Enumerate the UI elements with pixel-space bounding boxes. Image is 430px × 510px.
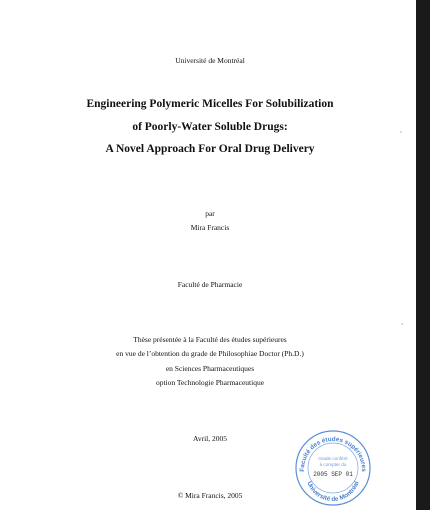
- university-name: Université de Montréal: [175, 56, 245, 65]
- stamp-seal-icon: [293, 428, 373, 508]
- thesis-line-1: Thèse présentée à la Faculté des études supérieures: [133, 335, 287, 344]
- university-stamp: [293, 428, 373, 508]
- thesis-line-2: en vue de l’obtention du grade de Philosophiae Doctor (Ph.D.): [116, 349, 304, 358]
- title-line-3: A Novel Approach For Oral Drug Delivery: [105, 143, 315, 155]
- title-line-2: of Poorly-Water Soluble Drugs:: [132, 121, 288, 133]
- by-label: par: [205, 209, 215, 218]
- stamp-date: 2005 SEP 01: [313, 471, 353, 478]
- submission-date: Avril, 2005: [192, 434, 228, 443]
- title-line-1: Engineering Polymeric Micelles For Solubilization: [86, 98, 334, 110]
- stamp-outer-top: Faculté des études supérieures: [298, 435, 368, 472]
- thesis-line-3: en Sciences Pharmaceutiques: [165, 364, 255, 373]
- copyright-notice: © Mira Francis, 2005: [177, 491, 243, 500]
- scan-speck: [401, 323, 403, 325]
- thesis-line-4: option Technologie Pharmaceutique: [155, 378, 265, 387]
- scan-speck: [400, 131, 402, 133]
- stamp-inner-line-1: Grade conféré: [318, 456, 348, 461]
- stamp-outer-bottom: Université de Montréal: [305, 480, 361, 504]
- stamp-inner-line-2: à compter du: [319, 462, 347, 467]
- faculty-name: Faculté de Pharmacie: [177, 280, 243, 289]
- author-name: Mira Francis: [190, 223, 230, 232]
